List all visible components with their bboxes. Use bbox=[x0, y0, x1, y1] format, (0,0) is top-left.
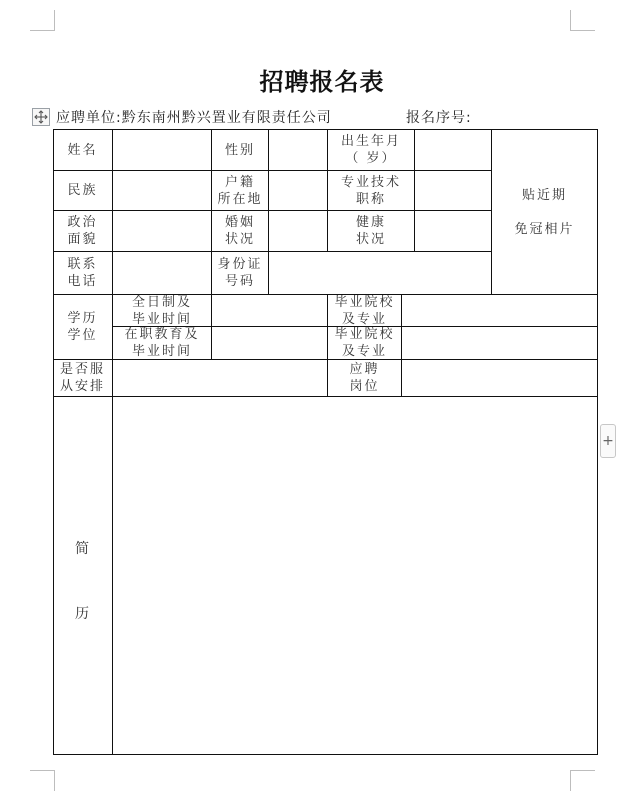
label-marital-status: 婚姻 状况 bbox=[224, 215, 255, 247]
form-title: 招聘报名表 bbox=[259, 67, 385, 96]
plus-icon: + bbox=[602, 433, 614, 449]
employer-name: 黔东南州黔兴置业有限责任公司 bbox=[121, 110, 332, 126]
label-health: 健康 状况 bbox=[355, 215, 386, 247]
label-inservice-school: 毕业院校 及专业 bbox=[334, 327, 395, 359]
label-inservice-education: 在职教育及 毕业时间 bbox=[124, 327, 200, 359]
add-row-button[interactable] bbox=[600, 424, 616, 458]
label-id-number: 身份证 号码 bbox=[217, 257, 263, 289]
label-education: 学历 学位 bbox=[67, 311, 98, 343]
label-ethnicity: 民族 bbox=[67, 183, 98, 198]
employer-label: 应聘单位: bbox=[56, 110, 122, 126]
label-applied-position: 应聘 岗位 bbox=[349, 362, 380, 394]
label-professional-title: 专业技术 职称 bbox=[340, 174, 401, 207]
label-name: 姓名 bbox=[67, 142, 98, 158]
label-resume-char-2: 历 bbox=[75, 606, 89, 622]
label-resume-char-1: 简 bbox=[75, 541, 89, 557]
label-gender: 性别 bbox=[224, 142, 255, 158]
photo-box: 贴近期 免冠相片 bbox=[514, 187, 575, 237]
label-fulltime-education: 全日制及 毕业时间 bbox=[131, 294, 192, 327]
label-birth-date: 出生年月 （ 岁） bbox=[340, 134, 401, 166]
label-contact-phone: 联系 电话 bbox=[67, 257, 98, 289]
label-hukou: 户籍 所在地 bbox=[217, 174, 263, 207]
label-fulltime-school: 毕业院校 及专业 bbox=[334, 294, 395, 327]
serial-label: 报名序号: bbox=[406, 110, 472, 126]
label-political-status: 政治 面貌 bbox=[67, 215, 98, 247]
label-obey-arrangement: 是否服 从安排 bbox=[59, 362, 105, 394]
